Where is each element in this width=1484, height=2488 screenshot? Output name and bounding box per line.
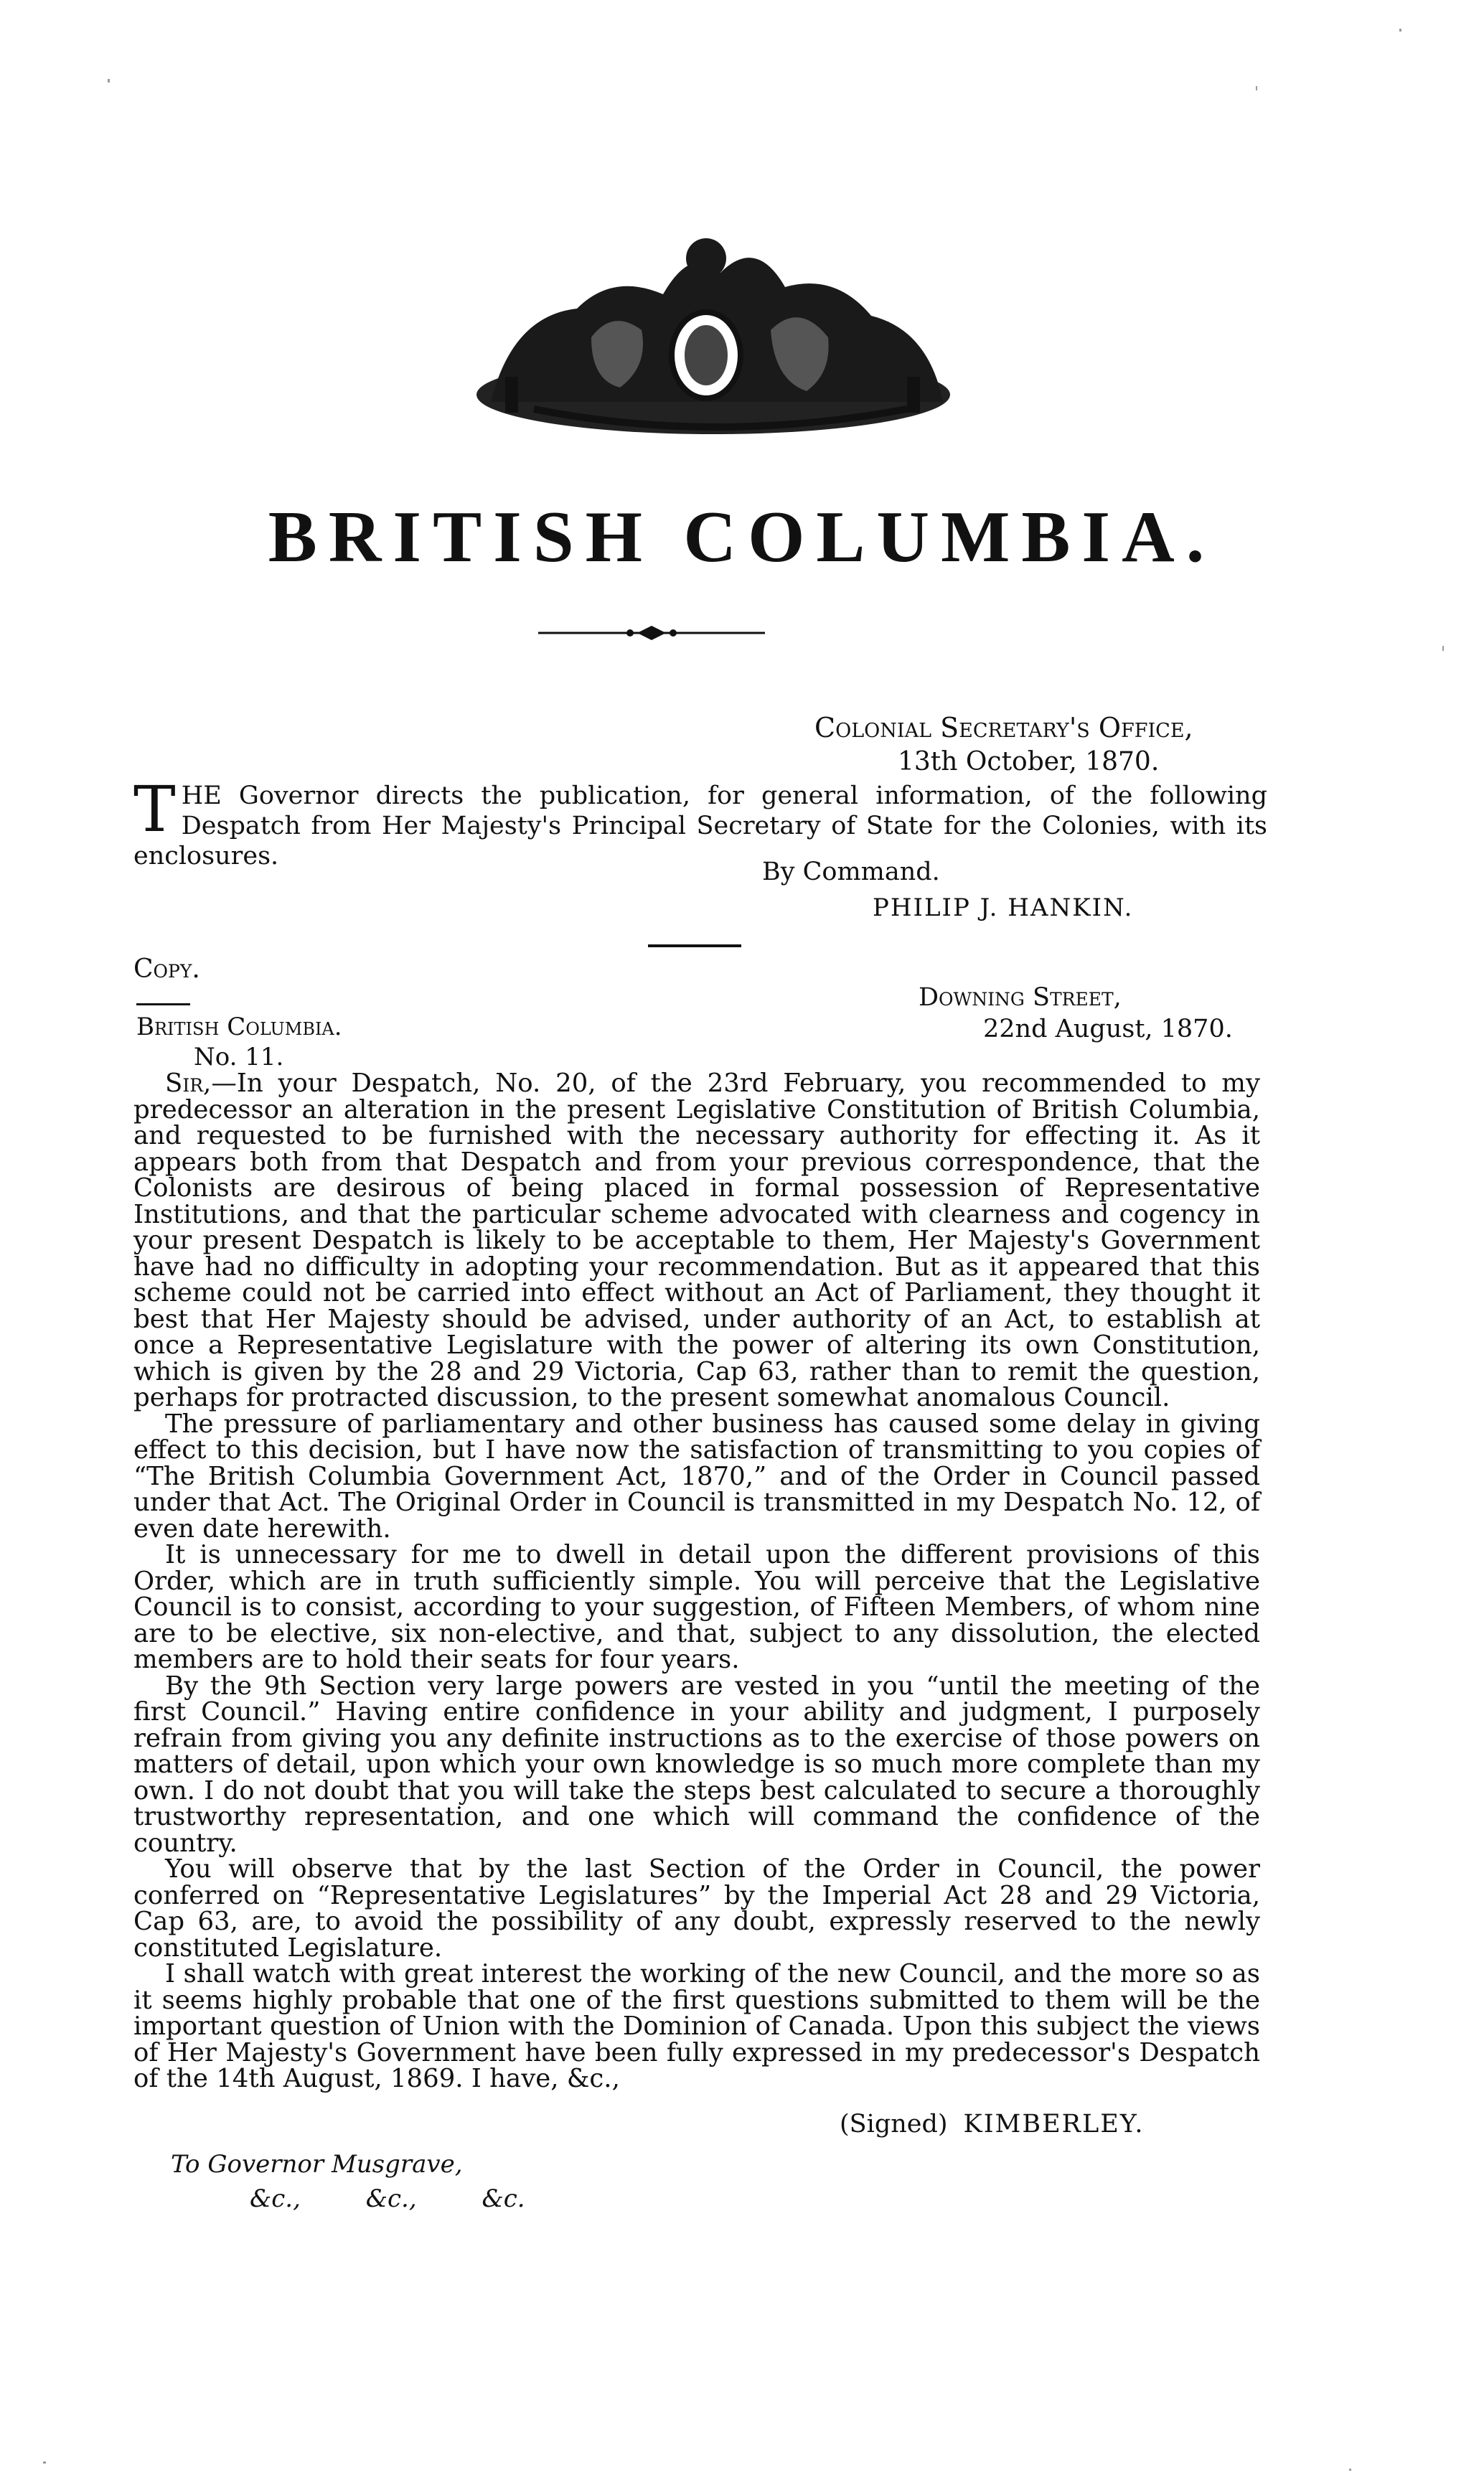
despatch-colony — [136, 1012, 342, 1072]
despatch-paragraph: Sir,—In your Despatch, No. 20, of the 23rd February, you recommended to my predecessor an alteration in the present Legislative Constitution of British Columbia, and requested to be furnished with the necessary authority for effecting it. As it appears both from that Despatch and from your previous correspondence, that the Colonists are desirous of being placed in formal possession of Representative Institutions, and that the particular scheme advocated with clearness and cogency in your present Despatch is likely to be acceptable to them, Her Majesty's Government have had no difficulty in adopting your recommendation. But as it appeared that this scheme could not be carried into effect without an Act of Parliament, they thought it best that Her Majesty should be advised, under authority of an Act, to establish at once a Representative Legislature with the power of altering its own Constitution, which is given by the 28 and 29 Victoria, Cap 63, rather than to remit the question, perhaps for protracted discussion, to the present somewhat anomalous Council. — [133, 1069, 1260, 1412]
print-speck — [108, 79, 110, 83]
despatch-paragraph: I shall watch with great interest the working of the new Council, and the more so as it seems highly probable that one of the first questions submitted to them will be the important question of Union with the Dominion of Canada. Upon this subject the views of Her Majesty's Government have been fully expressed in my predecessor's Despatch of the 14th August, 1869. I have, &c., — [133, 1959, 1260, 2093]
despatch-date: 22nd August, 1870. — [983, 1015, 1233, 1043]
signature-block — [840, 2110, 1145, 2139]
office-date: 13th October, 1870. — [898, 747, 1160, 776]
addressee: To Governor Musgrave, — [171, 2150, 463, 2179]
despatch-place: Downing Street, — [919, 983, 1122, 1012]
signed-label: (Signed) — [840, 2110, 948, 2139]
print-speck — [1349, 2469, 1351, 2471]
despatch-paragraph: You will observe that by the last Section of the Order in Council, the power conferred on “Representative Legislatures” by the Imperial Act 28 and 29 Victoria, Cap 63, are, to avoid the possibility of any doubt, expressly reserved to the newly constituted Legislature. — [133, 1854, 1260, 1963]
despatch-origin — [919, 982, 1233, 1045]
colony-name: British Columbia. — [136, 1013, 342, 1041]
print-speck — [1256, 86, 1257, 90]
ornamental-rule-icon — [538, 624, 765, 642]
copy-label: Copy. — [133, 954, 200, 984]
by-command: By Command. — [762, 858, 940, 886]
section-divider — [648, 944, 741, 947]
office-name: Colonial Secretary's Office, — [814, 712, 1193, 743]
addressee-etc: &c., &c., &c. — [250, 2184, 525, 2213]
royal-coat-of-arms-icon — [448, 230, 979, 466]
print-speck — [1442, 646, 1444, 651]
page-title: BRITISH COLUMBIA. — [268, 497, 1216, 578]
signed-name: KIMBERLEY. — [963, 2110, 1145, 2139]
print-speck — [1399, 29, 1401, 32]
despatch-paragraph: The pressure of parliamentary and other business has caused some delay in giving effect to this decision, but I have now the satisfaction of transmitting to you copies of “The British Columbia Government Act, 1870,” and of the Order in Council passed under that Act. The Original Order in Council is transmitted in my Despatch No. 12, of even date herewith. — [133, 1409, 1260, 1544]
despatch-paragraph: By the 9th Section very large powers are vested in you “until the meeting of the first Council.” Having entire confidence in your ability and judgment, I purposely refrain from giving you any definite instructions as to the exercise of those powers on matters of detail, upon which your own knowledge is so much more complete than my own. I do not doubt that you will take the steps best calculated to secure a thoroughly trustworthy representation, and one which will command the confidence of the country. — [133, 1671, 1260, 1858]
office-heading — [814, 710, 1193, 779]
salutation: Sir, — [165, 1069, 212, 1098]
addressee-block — [171, 2147, 525, 2216]
drop-cap: T — [133, 772, 176, 846]
despatch-body — [133, 1071, 1260, 2093]
print-speck — [43, 2461, 46, 2464]
signatory-hankin: PHILIP J. HANKIN. — [873, 893, 1134, 922]
despatch-number: No. 11. — [194, 1043, 284, 1071]
despatch-paragraph: It is unnecessary for me to dwell in detail upon the different provisions of this Order, which are in truth sufficiently simple. You will perceive that the Legislative Council is to consist, according to your suggestion, of Fifteen Members, of whom nine are to be elective, six non-elective, and that, subject to any dissolution, the elected members are to hold their seats for four years. — [133, 1540, 1260, 1674]
intro-paragraph — [133, 772, 1267, 871]
intro-text: HE Governor directs the publication, for general information, of the following Despatch from Her Majesty's Principal Secretary of State for the Colonies, with its enclosures. — [133, 781, 1267, 870]
copy-underline — [136, 1003, 190, 1005]
